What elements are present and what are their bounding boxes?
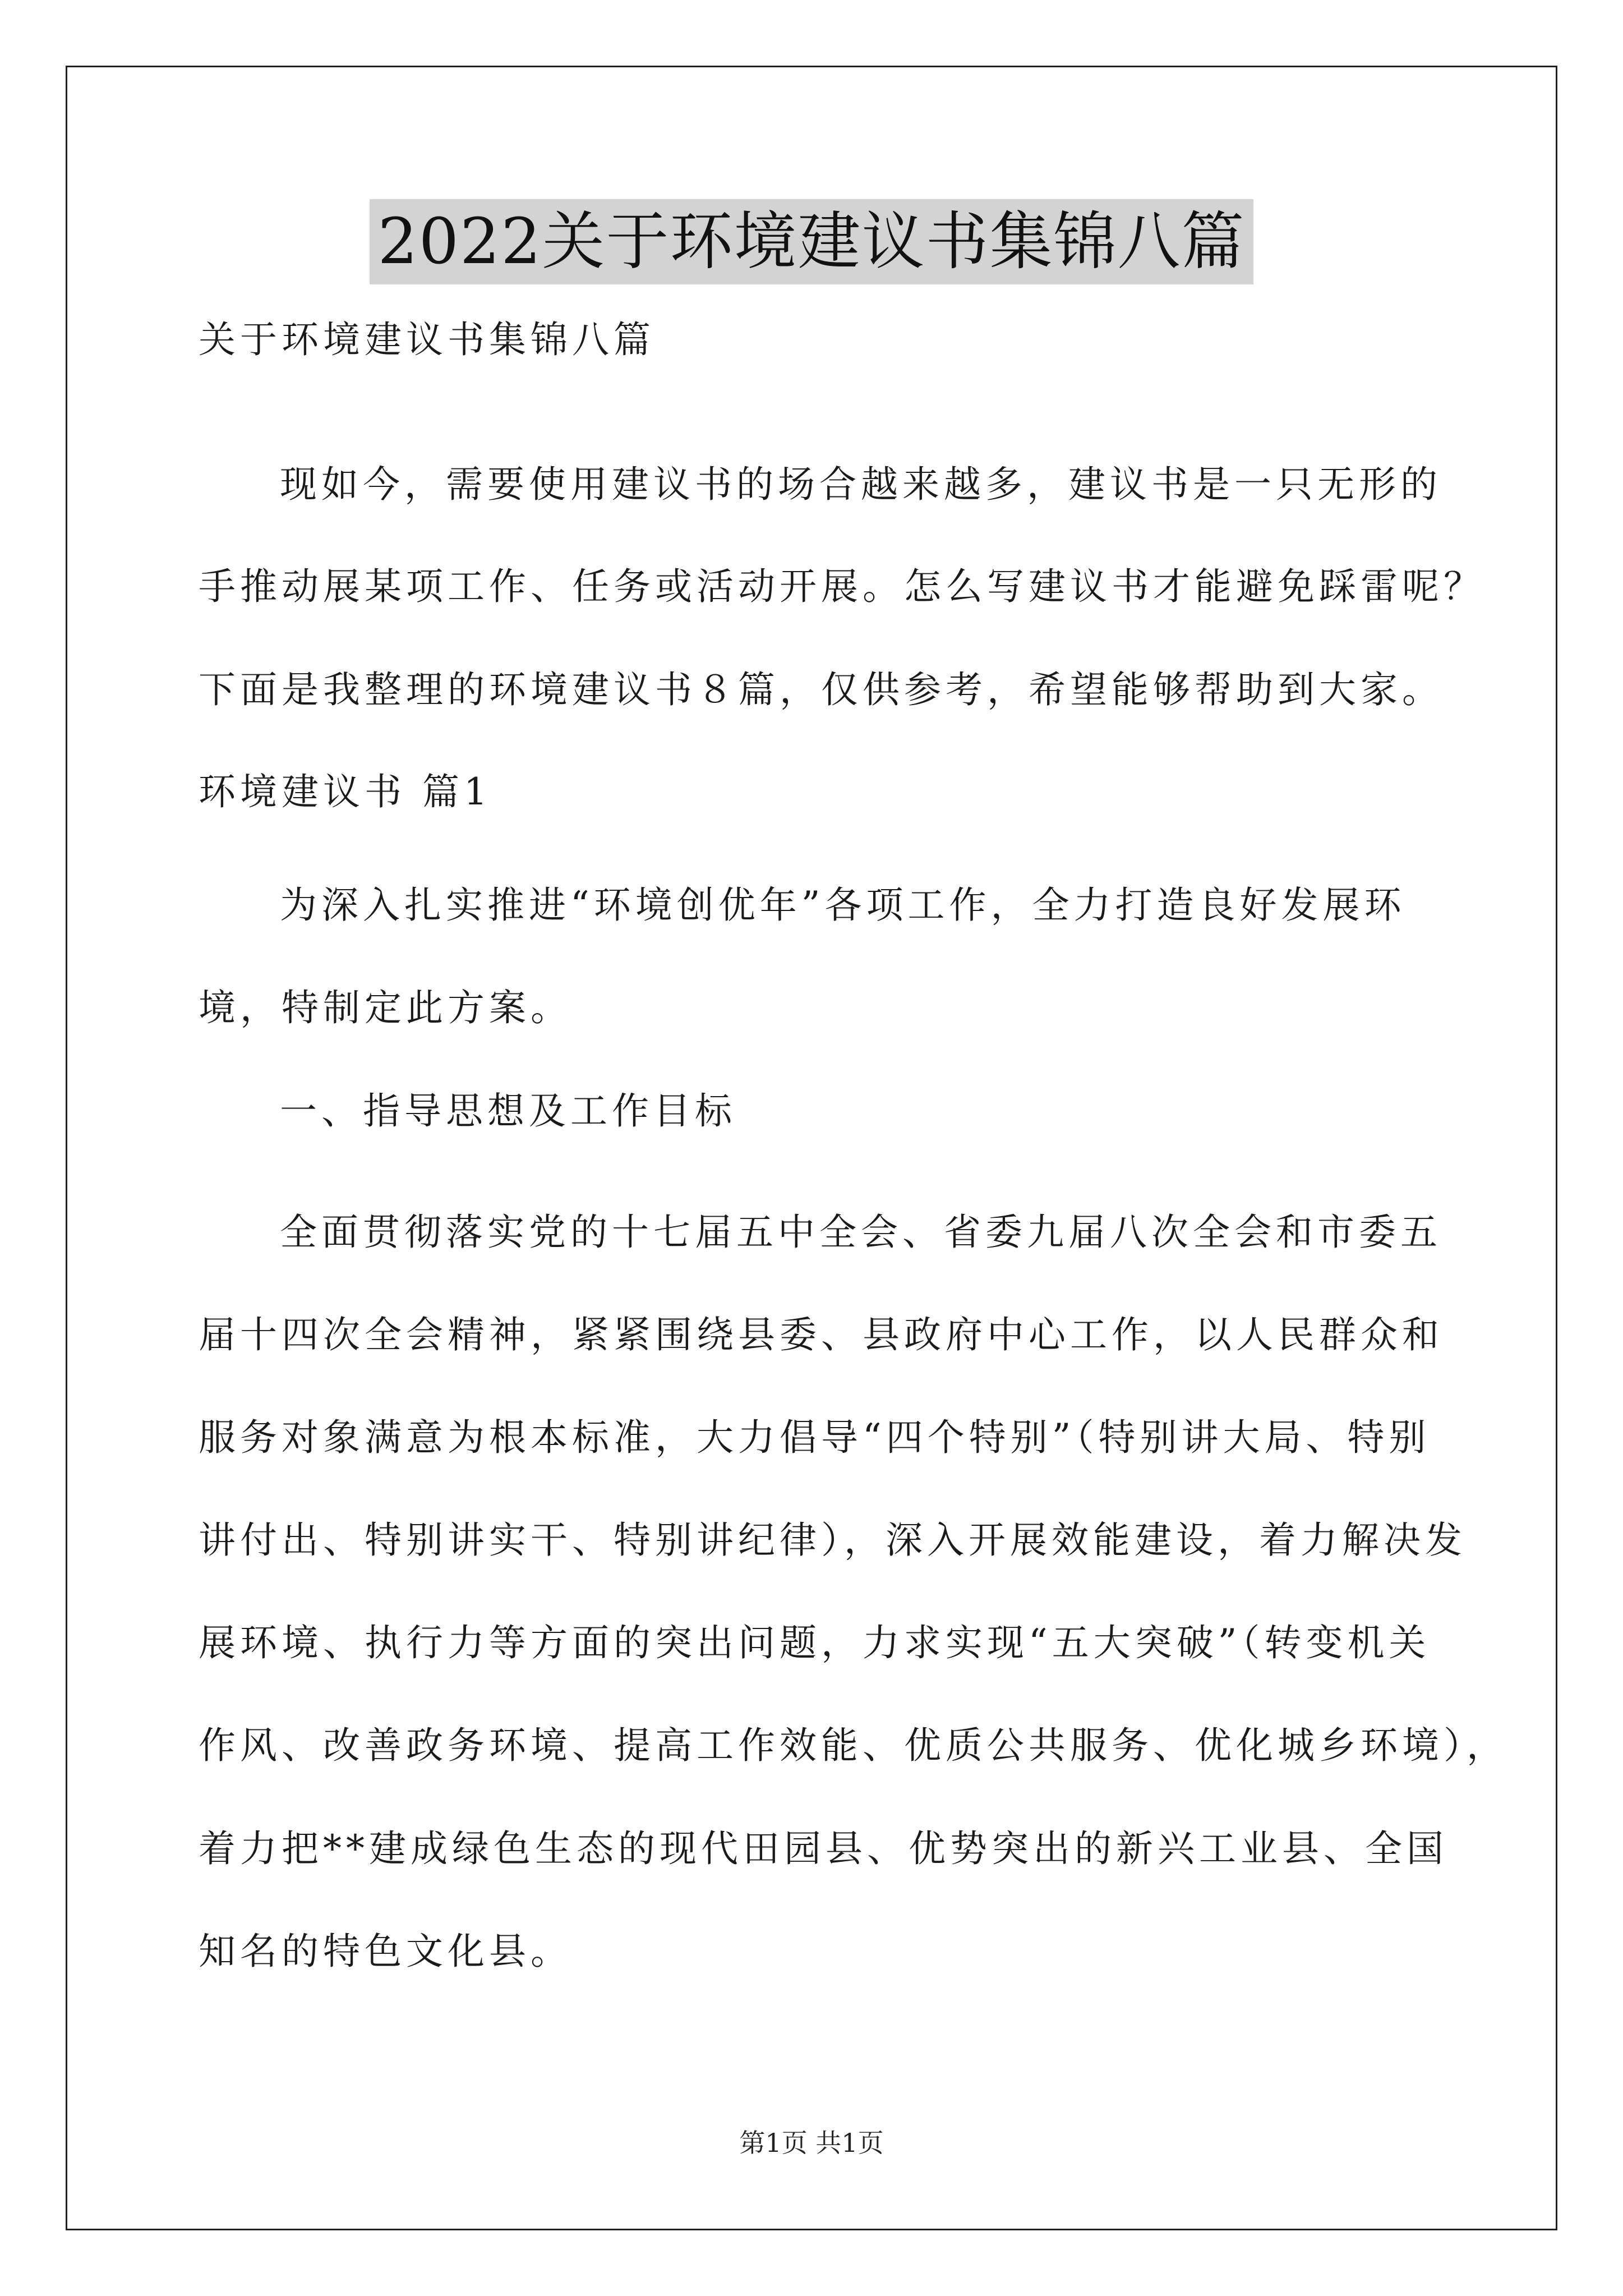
paragraph-line: 着力把**建成绿色生态的现代田园县、优势突出的新兴工业县、全国 <box>199 1827 1448 1870</box>
document-title: 2022关于环境建议书集锦八篇 <box>370 199 1253 284</box>
paragraph-line: 作风、改善政务环境、提高工作效能、优质公共服务、优化城乡环境）， <box>199 1724 1508 1767</box>
paragraph-line: 手推动展某项工作、任务或活动开展。怎么写建议书才能避免踩雷呢？ <box>199 565 1485 608</box>
paragraph-line: 全面贯彻落实党的十七届五中全会、省委九届八次全会和市委五 <box>280 1211 1442 1254</box>
paragraph-line: 服务对象满意为根本标准，大力倡导“四个特别”（特别讲大局、特别 <box>199 1416 1431 1459</box>
paragraph-line: 为深入扎实推进“环境创优年”各项工作，全力打造良好发展环 <box>280 884 1406 927</box>
paragraph-line: 展环境、执行力等方面的突出问题，力求实现“五大突破”（转变机关 <box>199 1621 1431 1664</box>
paragraph-line: 下面是我整理的环境建议书８篇，仅供参考，希望能够帮助到大家。 <box>199 668 1444 711</box>
subsection-heading: 一、指导思想及工作目标 <box>280 1089 736 1133</box>
page-border <box>66 66 1557 2230</box>
paragraph-line: 届十四次全会精神，紧紧围绕县委、县政府中心工作，以人民群众和 <box>199 1313 1444 1356</box>
section-heading: 环境建议书 篇1 <box>199 770 492 813</box>
paragraph-line: 现如今，需要使用建议书的场合越来越多，建议书是一只无形的 <box>280 463 1442 506</box>
paragraph-line: 知名的特色文化县。 <box>199 1930 572 1973</box>
subtitle-line: 关于环境建议书集锦八篇 <box>199 318 655 361</box>
paragraph-line: 讲付出、特别讲实干、特别讲纪律），深入开展效能建设，着力解决发 <box>199 1519 1467 1562</box>
page-footer: 第1页 共1页 <box>739 2128 884 2158</box>
title-container <box>0 199 1623 284</box>
paragraph-line: 境，特制定此方案。 <box>199 986 572 1029</box>
